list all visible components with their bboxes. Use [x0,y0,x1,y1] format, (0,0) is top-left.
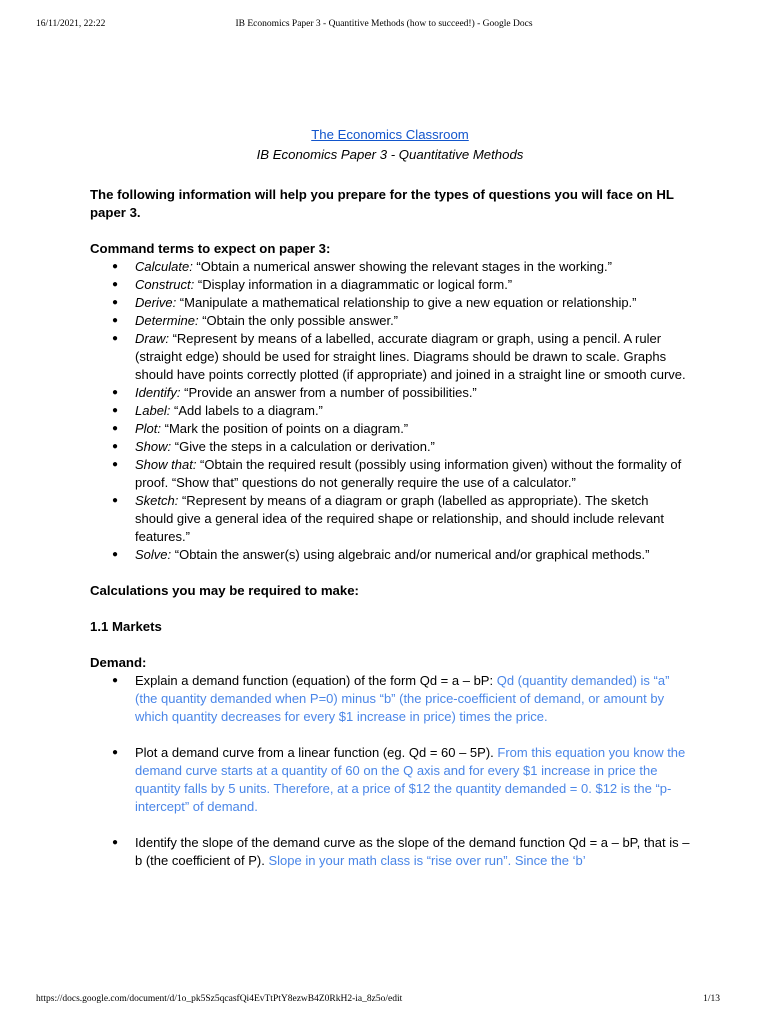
demand-item-text: Plot a demand curve from a linear function (eg. Qd = 60 – 5P). [135,745,498,760]
command-term: Identify: [135,385,181,400]
list-item [90,330,690,384]
command-definition: “Provide an answer from a number of possibilities.” [180,385,477,400]
list-item [90,438,690,456]
command-term: Show that: [135,457,197,472]
command-definition: “Obtain the required result (possibly using information given) without the formality of proof. “Show that” questions do not generally require the use of a calculator.” [135,457,682,490]
command-definition: “Represent by means of a labelled, accurate diagram or graph, using a pencil. A ruler (straight edge) should be used for straight lines. Diagrams should be drawn to scale. Graphs should have points correctly plotted (if appropriate) and joined in a straight line or smooth curve. [135,331,686,382]
list-item [90,384,690,402]
print-header [0,19,768,33]
demand-list [90,672,690,870]
command-definition: “Mark the position of points on a diagram.” [161,421,409,436]
command-definition: “Add labels to a diagram.” [170,403,323,418]
command-definition: “Obtain the only possible answer.” [198,313,399,328]
command-definition: “Represent by means of a diagram or graph (labelled as appropriate). The sketch should give a general idea of the required shape or relationship, and should include relevant features.” [135,493,665,544]
demand-item-text: Identify the slope of the demand curve as the slope of the demand function Qd = a – bP, that is –b (the coefficient of P). [135,835,690,868]
command-definition: “Display information in a diagrammatic or logical form.” [194,277,513,292]
list-item [90,834,690,870]
list-item [90,420,690,438]
print-page-title: IB Economics Paper 3 - Quantitive Methods (how to succeed!) - Google Docs [235,19,533,29]
print-datetime: 16/11/2021, 22:22 [36,19,106,29]
command-terms-list [90,258,690,564]
command-definition: “Manipulate a mathematical relationship to give a new equation or relationship.” [176,295,637,310]
list-item [90,294,690,312]
list-item [90,276,690,294]
document-subtitle: IB Economics Paper 3 - Quantitative Methods [256,147,524,162]
document-body [90,126,690,870]
list-item [90,402,690,420]
print-footer [0,994,768,1008]
demand-item-text: Explain a demand function (equation) of the form Qd = a – bP: [135,673,497,688]
command-term: Label: [135,403,171,418]
command-term: Determine: [135,313,199,328]
print-page-number: 1/13 [703,994,720,1004]
command-term: Draw: [135,331,169,346]
calculations-heading: Calculations you may be required to make: [90,583,359,598]
demand-heading: Demand: [90,655,147,670]
command-term: Plot: [135,421,162,436]
list-item [90,456,690,492]
demand-item-answer: Slope in your math class is “rise over run”. Since the ‘b’ [268,853,586,868]
list-item [90,258,690,276]
list-item [90,492,690,546]
title-link[interactable]: The Economics Classroom [311,127,469,142]
list-item [90,546,690,564]
list-item [90,312,690,330]
list-item [90,672,690,726]
demand-item-answer: From this equation you know the demand curve starts at a quantity of 60 on the Q axis and for every $1 increase in price the quantity falls by 5 units. Therefore, at a price of $12 the quantity demanded = 0. $12 is the “p-intercept” of demand. [135,745,686,814]
command-term: Solve: [135,547,172,562]
command-definition: “Give the steps in a calculation or derivation.” [171,439,435,454]
command-definition: “Obtain the answer(s) using algebraic and/or numerical and/or graphical methods.” [171,547,650,562]
command-definition: “Obtain a numerical answer showing the relevant stages in the working.” [192,259,612,274]
demand-item-answer: Qd (quantity demanded) is “a” (the quantity demanded when P=0) minus “b” (the price-coefficient of demand, or amount by which quantity decreases for every $1 increase in price) times the price. [135,673,670,724]
command-term: Calculate: [135,259,193,274]
intro-paragraph: The following information will help you prepare for the types of questions you will face on HL paper 3. [90,187,674,220]
markets-heading: 1.1 Markets [90,619,162,634]
command-term: Sketch: [135,493,179,508]
command-terms-heading: Command terms to expect on paper 3: [90,241,331,256]
list-item [90,744,690,816]
print-url[interactable]: https://docs.google.com/document/d/1o_pk5Sz5qcasfQi4EvTtPtY8ezwB4Z0RkH2-ia_8z5o/edit [36,994,403,1004]
command-term: Derive: [135,295,177,310]
command-term: Show: [135,439,172,454]
command-term: Construct: [135,277,195,292]
